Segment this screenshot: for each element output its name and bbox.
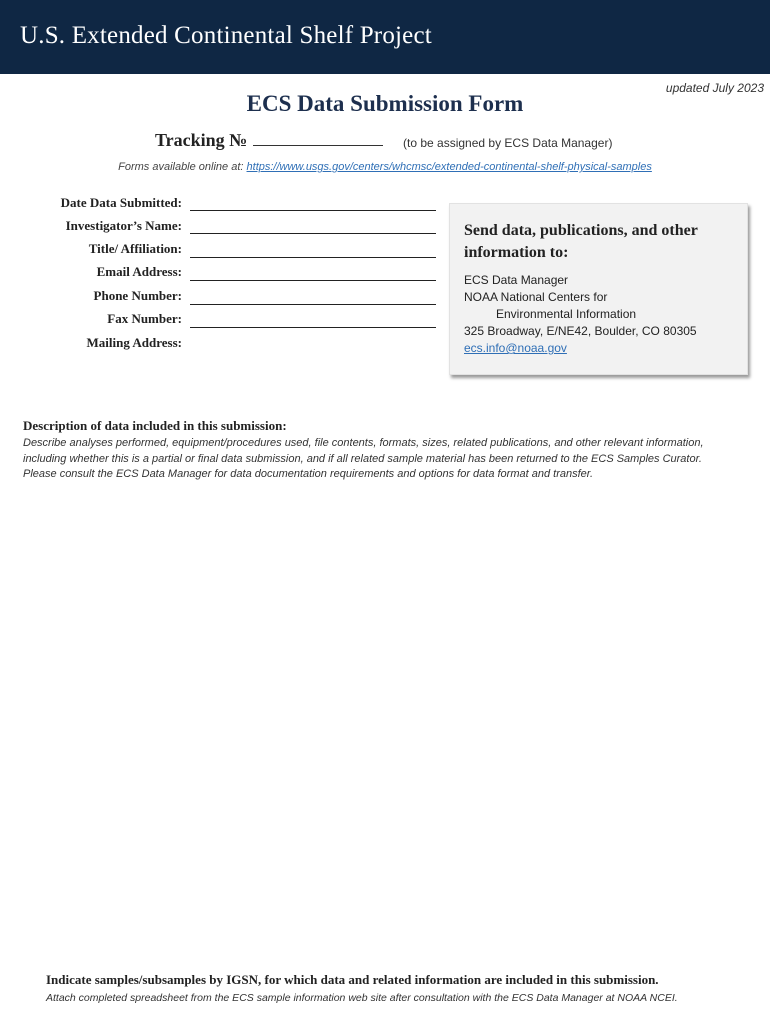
tracking-number-field[interactable]: [253, 131, 383, 146]
header-banner: [0, 0, 770, 74]
email-address-label: Email Address:: [96, 264, 182, 279]
contact-info-box: [449, 203, 748, 375]
form-title: ECS Data Submission Form: [246, 91, 524, 116]
igsn-heading: Indicate samples/subsamples by IGSN, for which data and related information are included in this submission.: [46, 972, 659, 987]
contact-address: 325 Broadway, E/NE42, Boulder, CO 80305: [464, 324, 697, 338]
fax-number-field[interactable]: [190, 311, 436, 328]
forms-online-prefix: Forms available online at:: [118, 161, 247, 173]
project-title: U.S. Extended Continental Shelf Project: [20, 22, 432, 49]
title-affiliation-field[interactable]: [190, 240, 436, 258]
date-submitted-field[interactable]: [190, 194, 436, 211]
description-instructions-line: including whether this is a partial or final data submission, and if all related sample material has been returned to the ECS Samples Curator.: [23, 453, 702, 465]
phone-number-label: Phone Number:: [93, 288, 182, 303]
description-instructions-line: Please consult the ECS Data Manager for data documentation requirements and options for data format and transfer.: [23, 468, 594, 480]
fax-number-label: Fax Number:: [107, 311, 182, 326]
forms-online-link[interactable]: https://www.usgs.gov/centers/whcmsc/extended-continental-shelf-physical-samples: [246, 161, 652, 173]
investigator-name-label: Investigator’s Name:: [65, 218, 182, 233]
contact-name: ECS Data Manager: [464, 273, 569, 287]
contact-organization: NOAA National Centers for: [464, 290, 608, 304]
description-heading: Description of data included in this submission:: [23, 418, 287, 433]
contact-organization-cont: Environmental Information: [496, 307, 637, 321]
date-submitted-label: Date Data Submitted:: [60, 195, 182, 210]
igsn-note: Attach completed spreadsheet from the ECS sample information web site after consultation with the ECS Data Manager at NOAA NCEI.: [46, 992, 678, 1004]
phone-number-field[interactable]: [190, 288, 436, 305]
investigator-name-field[interactable]: [190, 217, 436, 234]
email-address-field[interactable]: [190, 264, 436, 281]
contact-heading: Send data, publications, and other information to:: [464, 222, 698, 261]
tracking-note: (to be assigned by ECS Data Manager): [403, 136, 613, 150]
updated-date: updated July 2023: [665, 81, 764, 95]
mailing-address-label: Mailing Address:: [86, 335, 182, 350]
tracking-number: [155, 130, 383, 151]
title-affiliation-label: Title/ Affiliation:: [88, 241, 182, 256]
tracking-label: Tracking №: [155, 130, 248, 150]
contact-email-link[interactable]: ecs.info@noaa.gov: [464, 341, 567, 355]
description-instructions-line: Describe analyses performed, equipment/procedures used, file contents, formats, sizes, related publications, and other relevant information,: [23, 437, 704, 449]
forms-online-notice: [0, 161, 770, 173]
